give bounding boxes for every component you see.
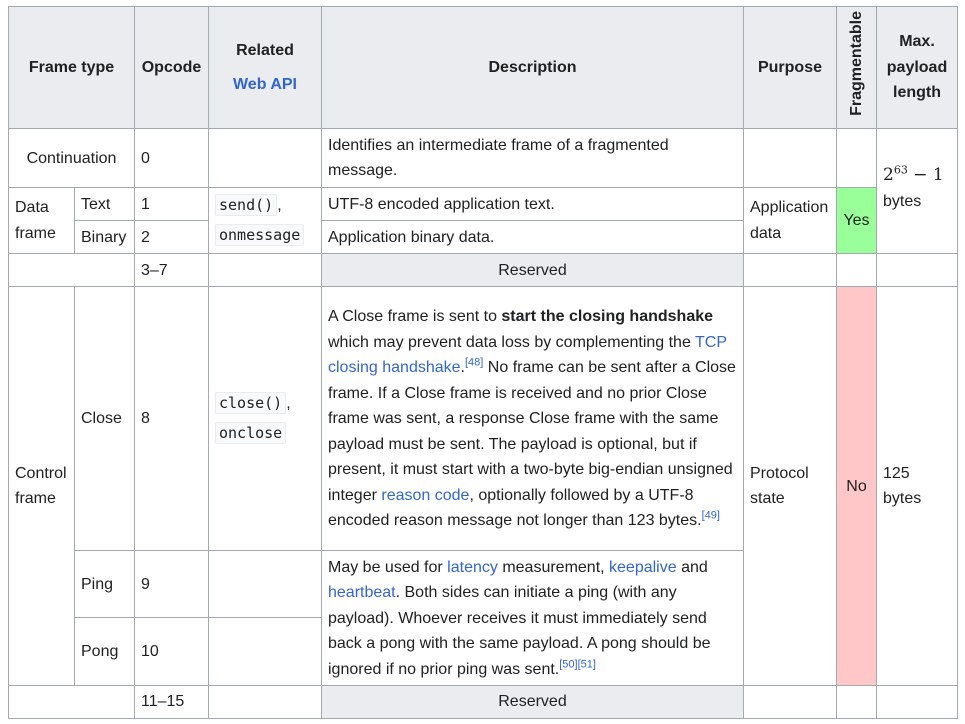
header-fragmentable <box>837 7 877 129</box>
row-control-close <box>9 287 958 551</box>
reason-code-link[interactable]: reason code <box>381 486 470 504</box>
data-binary-opcode: 2 <box>135 221 209 254</box>
control-close-description: A Close frame is sent to start the closing handshake which may prevent data loss by complementing the TCP closing handshake.[48] No frame can be sent after a Close frame. If a Close frame is received and no prior Close frame was sent, a response Close frame with the same payload must be sent. The payload is optional, but if present, it must start with a two-byte big-endian unsigned integer reason code, optionally followed by a UTF-8 encoded reason message not longer than 123 bytes.[49] <box>322 287 744 551</box>
ref-49[interactable]: [49] <box>701 509 720 522</box>
header-fragmentable-label: Fragmentable <box>847 11 865 116</box>
control-purpose: Protocol state <box>744 287 837 686</box>
tcp-closing-handshake-link[interactable]: TCP closing handshake <box>328 333 727 377</box>
row-data-text <box>9 188 958 221</box>
continuation-purpose <box>744 129 837 188</box>
control-pingpong-description: May be used for latency measurement, keepalive and heartbeat. Both sides can initiate a ping (with any payload). Whoever receives it must immediately send back a pong with the same payload. A pong should be ignored if no prior ping was sent.[50][51] <box>322 551 744 686</box>
keepalive-link[interactable]: keepalive <box>609 558 677 576</box>
reserved-1-fragmentable <box>837 254 877 287</box>
data-api: send() , onmessage <box>209 188 322 254</box>
reserved-1-api <box>209 254 322 287</box>
continuation-fragmentable <box>837 129 877 188</box>
data-purpose: Application data <box>744 188 837 254</box>
onmessage-api: onmessage <box>215 224 304 246</box>
reserved-2-purpose <box>744 686 837 719</box>
reserved-2-blank <box>9 686 135 719</box>
data-frame-label: Data frame <box>9 188 75 254</box>
header-description: Description <box>322 7 744 129</box>
reserved-1-payload <box>877 254 958 287</box>
header-purpose: Purpose <box>744 7 837 129</box>
control-close-api: close() , onclose <box>209 287 322 551</box>
send-api: send() <box>215 194 277 216</box>
row-reserved-2 <box>9 686 958 719</box>
header-related-label: Related <box>236 42 294 60</box>
reserved-2-api <box>209 686 322 719</box>
control-fragmentable: No <box>837 287 877 686</box>
header-related-web-api <box>209 7 322 129</box>
control-max-payload: 125 bytes <box>877 287 958 686</box>
max-payload-unit: bytes <box>883 192 922 210</box>
continuation-api <box>209 129 322 188</box>
control-close-label: Close <box>75 287 135 551</box>
reserved-2-opcode: 11–15 <box>135 686 209 719</box>
latency-link[interactable]: latency <box>447 558 498 576</box>
header-row <box>9 7 958 129</box>
control-pong-opcode: 10 <box>135 618 209 686</box>
row-continuation <box>9 129 958 188</box>
ref-51[interactable]: [51] <box>577 658 596 671</box>
ref-48[interactable]: [48] <box>465 356 484 369</box>
row-reserved-1 <box>9 254 958 287</box>
reserved-2-payload <box>877 686 958 719</box>
reserved-1-label: Reserved <box>322 254 744 287</box>
reserved-1-purpose <box>744 254 837 287</box>
header-opcode: Opcode <box>135 7 209 129</box>
reserved-1-blank <box>9 254 135 287</box>
control-pong-api <box>209 618 322 686</box>
ref-50[interactable]: [50] <box>559 658 578 671</box>
websocket-frame-table <box>8 6 958 719</box>
data-text-opcode: 1 <box>135 188 209 221</box>
header-frame-type: Frame type <box>9 7 135 129</box>
data-max-payload <box>877 129 958 254</box>
reserved-2-fragmentable <box>837 686 877 719</box>
web-api-link[interactable]: Web API <box>232 75 297 93</box>
reserved-2-label: Reserved <box>322 686 744 719</box>
reserved-1-opcode: 3–7 <box>135 254 209 287</box>
control-pong-label: Pong <box>75 618 135 686</box>
data-binary-label: Binary <box>75 221 135 254</box>
control-ping-label: Ping <box>75 551 135 618</box>
header-max-payload: Max. payload length <box>877 7 958 129</box>
closing-handshake-bold: start the closing handshake <box>501 308 714 326</box>
onclose-api: onclose <box>215 422 286 444</box>
heartbeat-link[interactable]: heartbeat <box>328 584 396 602</box>
control-close-opcode: 8 <box>135 287 209 551</box>
close-api: close() <box>215 392 286 414</box>
control-ping-opcode: 9 <box>135 551 209 618</box>
control-ping-api <box>209 551 322 618</box>
control-frame-label: Control frame <box>9 287 75 686</box>
continuation-label: Continuation <box>9 129 135 188</box>
continuation-opcode: 0 <box>135 129 209 188</box>
max-payload-formula: $2^{63} - 1$ <box>883 163 944 186</box>
data-text-description: UTF-8 encoded application text. <box>322 188 744 221</box>
continuation-description: Identifies an intermediate frame of a fragmented message. <box>322 129 744 188</box>
data-fragmentable: Yes <box>837 188 877 254</box>
data-binary-description: Application binary data. <box>322 221 744 254</box>
data-text-label: Text <box>75 188 135 221</box>
